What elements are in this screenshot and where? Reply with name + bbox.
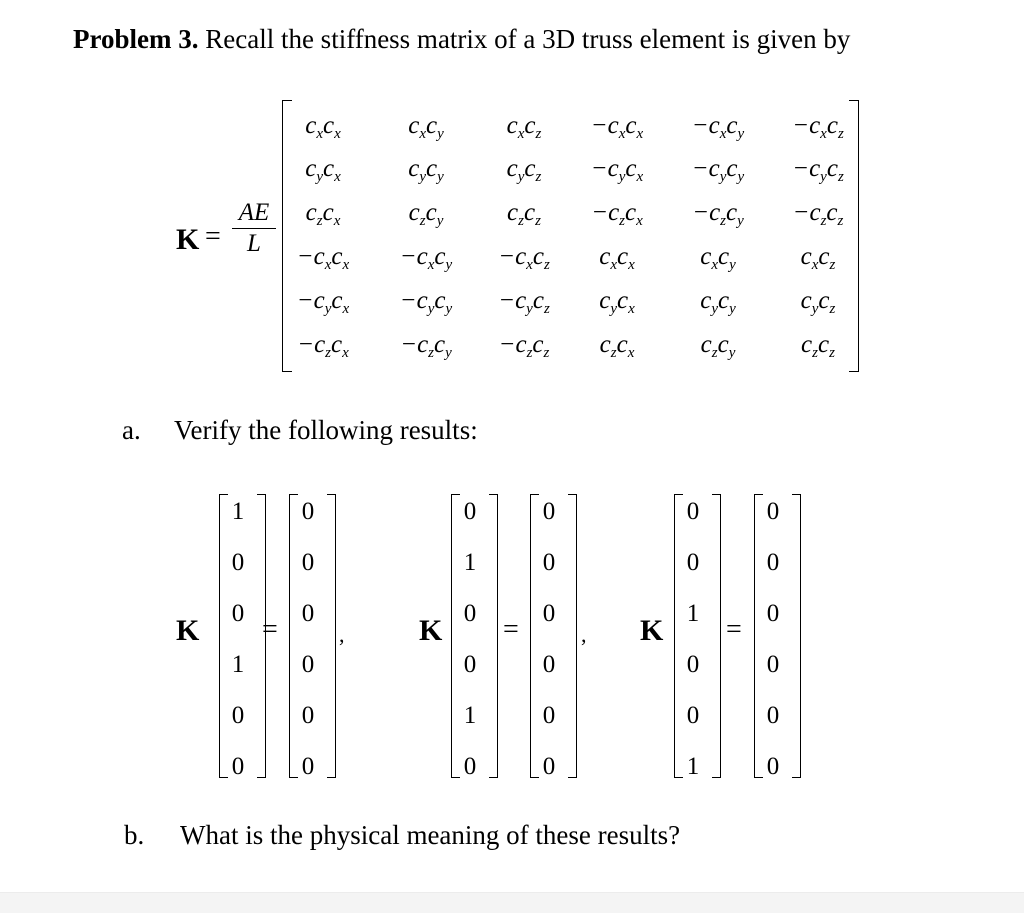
- equals-sign: =: [503, 614, 519, 645]
- part-a-text: Verify the following results:: [174, 415, 478, 445]
- result-right-bracket: [792, 494, 801, 778]
- fraction-denominator: L: [247, 230, 261, 257]
- matrix-entry: $c_zc_x$: [599, 331, 635, 361]
- vector-entry: 1: [686, 600, 700, 627]
- comma-separator: ,: [339, 622, 345, 647]
- problem-number: Problem 3.: [73, 24, 199, 54]
- result-entry: 0: [542, 549, 556, 576]
- matrix-entry: $c_zc_x$: [305, 199, 341, 229]
- matrix-entry: $-c_yc_y$: [399, 287, 453, 317]
- vector-entry: 1: [463, 702, 477, 729]
- matrix-entry: $c_xc_x$: [305, 112, 341, 142]
- matrix-entry: $-c_xc_y$: [399, 243, 453, 273]
- vector-entry: 1: [231, 498, 245, 525]
- matrix-entry: $-c_xc_z$: [792, 112, 844, 142]
- vector-entry: 0: [231, 549, 245, 576]
- stiffness-symbol: K: [176, 614, 200, 647]
- vector-entry: 0: [686, 651, 700, 678]
- matrix-entry: $c_yc_z$: [800, 287, 836, 317]
- vector-left-bracket: [674, 494, 683, 778]
- result-left-bracket: [289, 494, 298, 778]
- result-entry: 0: [766, 600, 780, 627]
- vector-entry: 0: [231, 600, 245, 627]
- result-entry: 0: [766, 549, 780, 576]
- fraction-numerator: AE: [232, 198, 276, 229]
- matrix-entry: $c_yc_z$: [506, 155, 542, 185]
- equals-sign: =: [726, 614, 742, 645]
- vector-entry: 0: [463, 753, 477, 780]
- result-left-bracket: [530, 494, 539, 778]
- vector-left-bracket: [219, 494, 228, 778]
- result-entry: 0: [301, 702, 315, 729]
- matrix-entry: $-c_zc_z$: [498, 331, 550, 361]
- stiffness-symbol: K: [176, 223, 200, 256]
- part-b-text: What is the physical meaning of these results?: [180, 820, 681, 850]
- matrix-left-bracket: [282, 100, 292, 372]
- matrix-right-bracket: [849, 100, 859, 372]
- problem-statement: Recall the stiffness matrix of a 3D truss element is given by: [198, 24, 851, 54]
- matrix-entry: $-c_yc_z$: [792, 155, 844, 185]
- result-entry: 0: [301, 753, 315, 780]
- matrix-entry: $-c_zc_x$: [591, 199, 643, 229]
- matrix-entry: $c_xc_z$: [800, 243, 836, 273]
- matrix-entry: $c_xc_x$: [599, 243, 635, 273]
- result-entry: 0: [301, 549, 315, 576]
- result-entry: 0: [766, 702, 780, 729]
- result-entry: 0: [766, 753, 780, 780]
- vector-entry: 0: [686, 498, 700, 525]
- matrix-entry: $c_zc_z$: [801, 331, 835, 361]
- result-entry: 0: [301, 498, 315, 525]
- stiffness-symbol: K: [640, 614, 664, 647]
- result-entry: 0: [542, 702, 556, 729]
- matrix-entry: $c_yc_y$: [700, 287, 736, 317]
- equals-sign: =: [262, 614, 278, 645]
- stiffness-symbol: K: [419, 614, 443, 647]
- matrix-entry: $c_yc_y$: [408, 155, 444, 185]
- problem-title: [73, 24, 850, 55]
- result-entry: 0: [542, 651, 556, 678]
- matrix-entry: $c_zc_z$: [507, 199, 541, 229]
- result-entry: 0: [766, 498, 780, 525]
- part-b-label: b.: [124, 820, 145, 850]
- equals-sign: =: [205, 221, 221, 252]
- comma-separator: ,: [581, 622, 587, 647]
- result-left-bracket: [754, 494, 763, 778]
- result-entry: 0: [542, 600, 556, 627]
- matrix-entry: $-c_zc_y$: [400, 331, 452, 361]
- matrix-entry: $-c_yc_y$: [691, 155, 745, 185]
- matrix-entry: $c_yc_x$: [599, 287, 635, 317]
- matrix-entry: $-c_zc_z$: [792, 199, 844, 229]
- vector-left-bracket: [451, 494, 460, 778]
- result-entry: 0: [766, 651, 780, 678]
- matrix-entry: $-c_yc_x$: [296, 287, 350, 317]
- matrix-entry: $-c_xc_y$: [691, 112, 745, 142]
- vector-entry: 0: [231, 753, 245, 780]
- part-a-label: a.: [122, 415, 141, 445]
- matrix-entry: $-c_zc_x$: [297, 331, 349, 361]
- vector-entry: 1: [686, 753, 700, 780]
- matrix-entry: $-c_zc_y$: [692, 199, 744, 229]
- vector-entry: 0: [686, 702, 700, 729]
- vector-entry: 0: [231, 702, 245, 729]
- fraction-ae-over-l: [232, 198, 276, 259]
- matrix-entry: $c_zc_y$: [700, 331, 736, 361]
- vector-right-bracket: [489, 494, 498, 778]
- matrix-entry: $-c_yc_x$: [590, 155, 644, 185]
- matrix-entry: $-c_xc_x$: [590, 112, 644, 142]
- result-entry: 0: [542, 498, 556, 525]
- matrix-entry: $c_yc_x$: [305, 155, 341, 185]
- matrix-entry: $-c_yc_z$: [498, 287, 550, 317]
- vector-entry: 0: [463, 651, 477, 678]
- vector-right-bracket: [712, 494, 721, 778]
- result-right-bracket: [568, 494, 577, 778]
- matrix-entry: $c_xc_z$: [506, 112, 542, 142]
- vector-entry: 1: [231, 651, 245, 678]
- page-footer-bar: [0, 892, 1024, 913]
- matrix-entry: $c_xc_y$: [700, 243, 736, 273]
- matrix-entry: $c_xc_y$: [408, 112, 444, 142]
- result-entry: 0: [301, 600, 315, 627]
- vector-entry: 0: [463, 600, 477, 627]
- result-entry: 0: [542, 753, 556, 780]
- matrix-entry: $-c_xc_x$: [296, 243, 350, 273]
- vector-entry: 0: [686, 549, 700, 576]
- vector-entry: 0: [463, 498, 477, 525]
- vector-entry: 1: [463, 549, 477, 576]
- matrix-entry: $-c_xc_z$: [498, 243, 550, 273]
- result-right-bracket: [327, 494, 336, 778]
- matrix-entry: $c_zc_y$: [408, 199, 444, 229]
- result-entry: 0: [301, 651, 315, 678]
